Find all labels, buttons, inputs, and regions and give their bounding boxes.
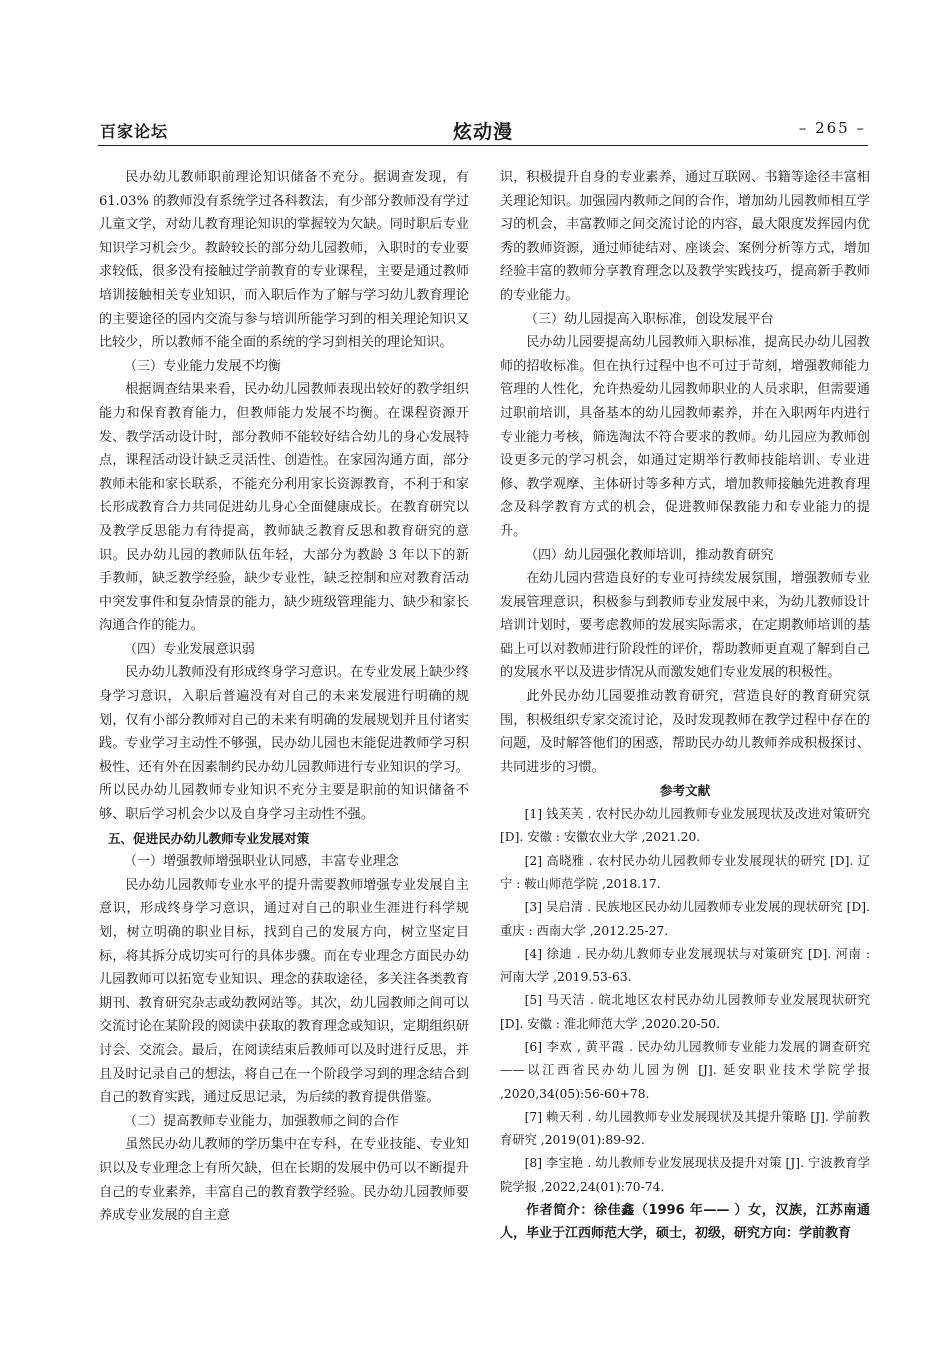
reference-item: [7] 赖天利 . 幼儿园教师专业发展现状及其提升策略 [J]. 学前教育研究 ,2019(01):89-92. [500, 1109, 870, 1148]
author-bio: 作者简介：徐佳鑫（1996 年—— ）女，汉族，江苏南通人，毕业于江西师范大学，硕士，初级，研究方向：学前教育 [500, 1203, 870, 1242]
paragraph: 虽然民办幼儿教师的学历集中在专科，在专业技能、专业知识以及专业理念上有所欠缺，但在长期的发展中仍可以不断提升自己的专业素养，丰富自己的教育教学经验。民办幼儿园教师要养成专业发展的自主意 [99, 1137, 469, 1224]
section-heading: 五、促进民办幼儿教师专业发展对策 [107, 830, 310, 846]
paragraph: 此外民办幼儿园要推动教育研究，营造良好的教育研究氛围，积极组织专家交流讨论，及时发现教师在教学过程中存在的问题，及时解答他们的困惑，帮助民办幼儿教师养成积极探讨、共同进步的习惯。 [500, 689, 870, 775]
subsection-heading: （二）提高教师专业能力，加强教师之间的合作 [123, 1113, 399, 1129]
reference-item: [3] 吴启清 . 民族地区民办幼儿园教师专业发展的现状研究 [D]. 重庆 : 西南大学 ,2012.25-27. [500, 900, 870, 938]
paragraph-continued: 识，积极提升自身的专业素养，通过互联网、书籍等途径丰富相关理论知识。加强园内教师之间的合作，增加幼儿园教师相互学习的机会，丰富教师之间交流讨论的内容，最大限度发挥园内优秀的教师资源，通过师徒结对、座谈会、案例分析等方式，增加经验丰富的教师分享教育理念以及教学实践技巧，提高新手教师的专业能力。 [500, 170, 870, 303]
paragraph: 民办幼儿教师职前理论知识储备不充分。据调查发现，有 61.03% 的教师没有系统学过各科教法，有少部分教师没有学过儿童文学，对幼儿教育理论知识的掌握较为欠缺。同时职后专业知识学习机会少。教龄较长的部分幼儿园教师，入职时的专业要求较低，很多没有接触过学前教育的专业课程，主要是通过教师培训接触相关专业知识，而入职后作为了解与学习幼儿教育理论的主要途径的园内交流与参与培训所能学习到的相关理论知识又比较少，所以教师不能全面的系统的学习到相关的理论知识。 [99, 170, 469, 351]
paragraph: 民办幼儿教师没有形成终身学习意识。在专业发展上缺少终身学习意识，入职后普遍没有对自己的未来发展进行明确的规划，仅有小部分教师对自己的未来有明确的发展规划并且付诸实践。专业学习主动性不够强，民办幼儿园也未能促进教师学习积极性、还有外在因素制约民办幼儿园教师进行专业知识的学习。所以民办幼儿园教师专业知识不充分主要是职前的知识储备不够、职后学习机会少以及自身学习主动性不强。 [99, 665, 469, 823]
reference-item: [1] 钱芙芙 . 农村民办幼儿园教师专业发展现状及改进对策研究 [D]. 安徽 : 安徽农业大学 ,2021.20. [500, 807, 870, 845]
journal-section-label: 百家论坛 [100, 122, 169, 141]
left-column [99, 166, 469, 1228]
right-column [500, 166, 870, 1246]
header-rule [98, 145, 868, 146]
subsection-heading: （四）专业发展意识弱 [123, 641, 255, 657]
paragraph: 民办幼儿园要提高幼儿园教师入职标准，提高民办幼儿园教师的招收标准。但在执行过程中也不可过于苛刻，增强教师能力管理的人性化，允许热爱幼儿园教师职业的人员求职，但需要通过职前培训，具备基本的幼儿园教师素养，并在入职两年内进行专业能力考核，筛选淘汰不符合要求的教师。幼儿园应为教师创设更多元的学习机会，如通过定期举行教师技能培训、专业进修、教学观摩、主体研讨等多种方式，增加教师接触先进教育理念及科学教育方式的机会，促进教师保教能力和专业能力的提升。 [500, 335, 870, 539]
reference-item: [8] 李宝艳 . 幼儿教师专业发展现状及提升对策 [J]. 宁波教育学院学报 ,2022,24(01):70-74. [500, 1156, 870, 1194]
reference-item: [4] 徐迪 . 民办幼儿教师专业发展现状与对策研究 [D]. 河南 : 河南大学 ,2019.53-63. [500, 946, 870, 985]
subsection-heading: （三）专业能力发展不均衡 [123, 358, 281, 374]
paragraph: 根据调查结果来看，民办幼儿园教师表现出较好的教学组织能力和保育教育能力，但教师能力发展不均衡。在课程资源开发、教学活动设计时，部分教师不能较好结合幼儿的身心发展特点，课程活动设计缺乏灵活性、创造性。在家园沟通方面，部分教师未能和家长联系，不能充分利用家长资源教育，不利于和家长形成教育合力共同促进幼儿身心全面健康成长。在教育研究以及教学反思能力有待提高，教师缺乏教育反思和教育研究的意识。民办幼儿园的教师队伍年轻，大部分为教龄 3 年以下的新手教师，缺乏教学经验，缺少专业性，缺乏控制和应对教育活动中突发事件和复杂情景的能力，缺少班级管理能力、缺少和家长沟通合作的能力。 [99, 382, 469, 634]
references-heading: 参考文献 [659, 783, 711, 799]
reference-item: [5] 马天洁 . 皖北地区农村民办幼儿园教师专业发展现状研究 [D]. 安徽 : 淮北师范大学 ,2020.20-50. [500, 993, 870, 1031]
page-number: – 265 – [798, 119, 866, 137]
paragraph: 在幼儿园内营造良好的专业可持续发展氛围，增强教师专业发展管理意识，积极参与到教师专业发展中来，为幼儿教师设计培训计划时，要考虑教师的发展实际需求，在定期教师培训的基础上可以对教师进行阶段性的评价，帮助教师更直观了解到自己的发展水平以及进步情况从而激发她们专业发展的积极性。 [500, 571, 870, 681]
reference-item: [6] 李欢 , 黄平霞 . 民办幼儿园教师专业能力发展的调查研究——以江西省民办幼儿园为例 [J]. 延安职业技术学院学报 ,2020,34(05):56-60+78. [500, 1040, 870, 1101]
journal-title: 炫动漫 [452, 121, 513, 143]
reference-item: [2] 高晓雅 . 农村民办幼儿园教师专业发展现状的研究 [D]. 辽宁 : 鞍山师范学院 ,2018.17. [500, 853, 870, 891]
paragraph: 民办幼儿园教师专业水平的提升需要教师增强专业发展自主意识，形成终身学习意识，通过对自己的职业生涯进行科学规划，树立明确的职业目标，找到自己的发展方向，树立坚定目标，将其拆分成切实可行的具体步骤。而在专业理念方面民办幼儿园教师可以拓宽专业知识、理念的获取途径，多关注各类教育期刊、教育研究杂志或幼教网站等。其次，幼儿园教师之间可以交流讨论在某阶段的阅读中获取的教育理念或知识，定期组织研讨会、交流会。最后，在阅读结束后教师可以及时进行反思，并且及时记录自己的想法，将自己在一个阶段学习到的理念结合到自己的教育实践，通过反思记录，为后续的教育提供借鉴。 [99, 877, 469, 1106]
subsection-heading: （一）增强教师增强职业认同感，丰富专业理念 [123, 854, 399, 870]
subsection-heading: （三）幼儿园提高入职标准，创设发展平台 [524, 311, 774, 327]
subsection-heading: （四）幼儿园强化教师培训，推动教育研究 [524, 547, 774, 563]
page-header [98, 117, 868, 147]
